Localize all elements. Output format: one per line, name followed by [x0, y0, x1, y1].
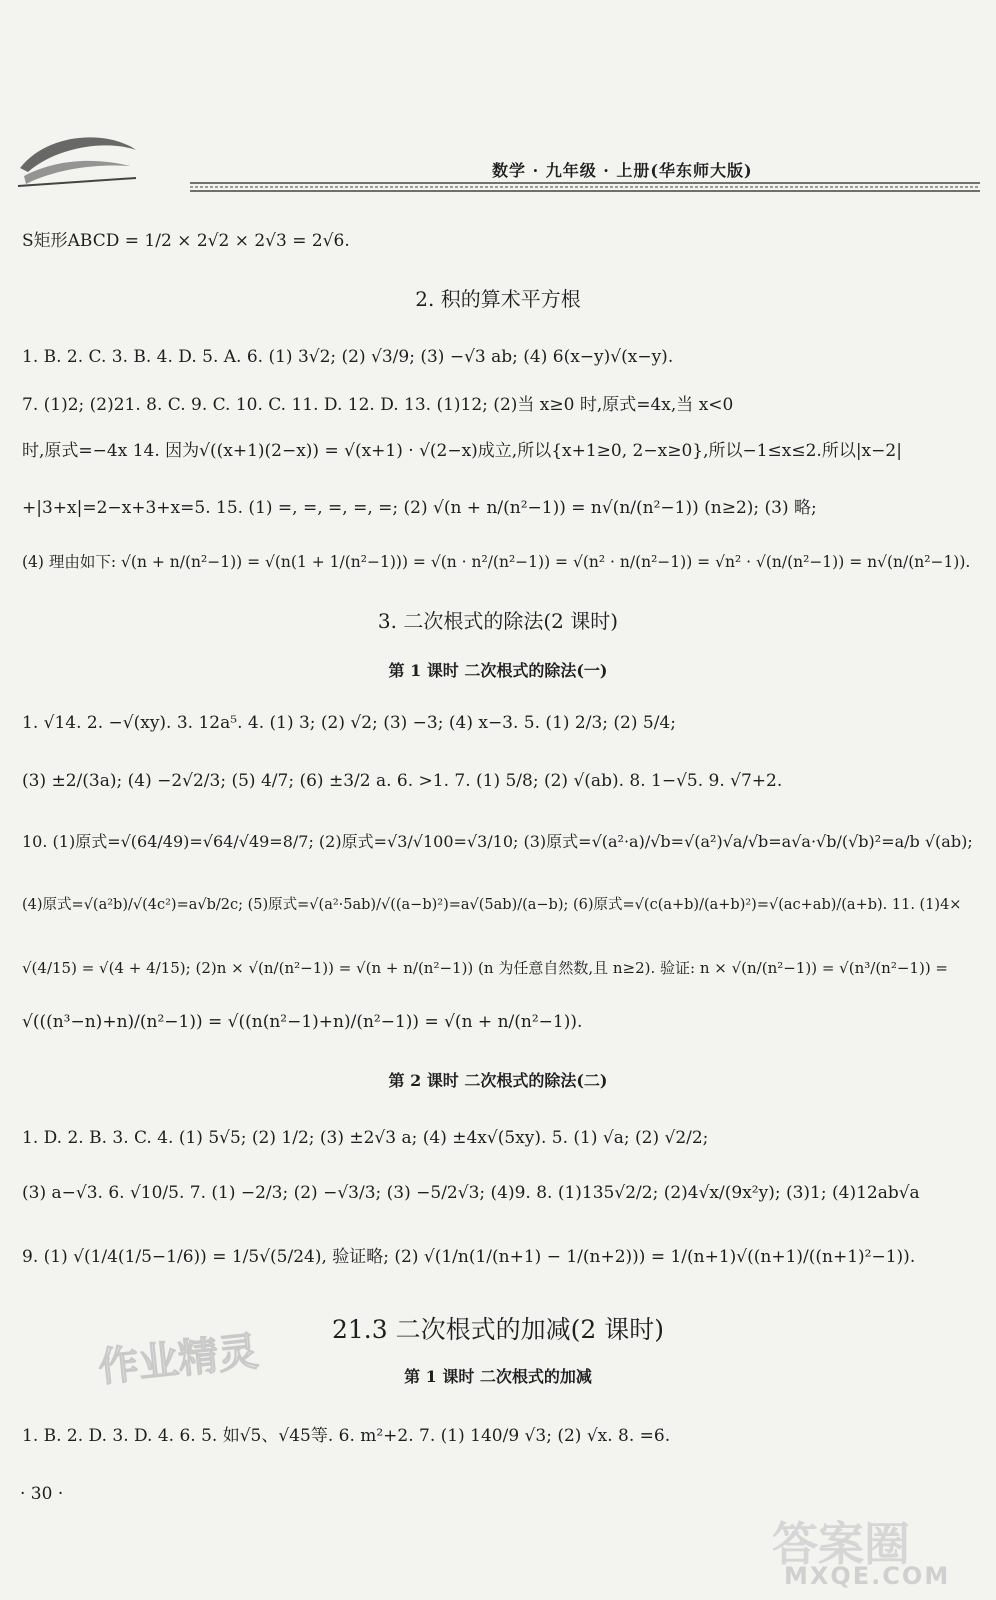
answer-line: 1. √14. 2. −√(xy). 3. 12a⁵. 4. (1) 3; (2) √2; (3) −3; (4) x−3. 5. (1) 2/3; (2) 5/4;: [22, 713, 676, 733]
answer-line: S矩形ABCD = 1/2 × 2√2 × 2√3 = 2√6.: [22, 231, 350, 251]
answer-line: √(((n³−n)+n)/(n²−1)) = √((n(n²−1)+n)/(n²−1)) = √(n + n/(n²−1)).: [22, 1012, 583, 1032]
answer-line: (3) ±2/(3a); (4) −2√2/3; (5) 4/7; (6) ±3/2 a. 6. >1. 7. (1) 5/8; (2) √(ab). 8. 1−√5. 9. √7+2.: [22, 771, 783, 791]
book-title: 数学 · 九年级 · 上册(华东师大版): [492, 161, 753, 180]
answer-line: 1. B. 2. C. 3. B. 4. D. 5. A. 6. (1) 3√2; (2) √3/9; (3) −√3 ab; (4) 6(x−y)√(x−y).: [22, 347, 674, 367]
page-number: · 30 ·: [20, 1484, 64, 1504]
answer-line: +|3+x|=2−x+3+x=5. 15. (1) =, =, =, =, =; (2) √(n + n/(n²−1)) = n√(n/(n²−1)) (n≥2); (3) 略;: [22, 498, 817, 518]
lesson-heading: 第 1 课时 二次根式的除法(一): [388, 661, 608, 680]
answer-line: √(4/15) = √(4 + 4/15); (2)n × √(n/(n²−1)) = √(n + n/(n²−1)) (n 为任意自然数,且 n≥2). 验证: n × √(n/(n²−1)) = √(n³/(n²−1)) =: [22, 959, 949, 977]
answer-line: (4) 理由如下: √(n + n/(n²−1)) = √(n(1 + 1/(n²−1))) = √(n · n²/(n²−1)) = √(n² · n/(n²−1)) = √n² · √(n/(n²−1)) = n√(n/(n²−1)).: [22, 553, 971, 571]
answer-line: 10. (1)原式=√(64/49)=√64/√49=8/7; (2)原式=√3/√100=√3/10; (3)原式=√(a²·a)/√b=√(a²)√a/√b=a√a·√b/(√b)²=a/b √(ab);: [22, 832, 973, 851]
answer-line: (3) a−√3. 6. √10/5. 7. (1) −2/3; (2) −√3/3; (3) −5/2√3; (4)9. 8. (1)135√2/2; (2)4√x/(9x²y); (3)1; (4)12ab√a: [22, 1183, 920, 1203]
answer-line: 时,原式=−4x 14. 因为√((x+1)(2−x)) = √(x+1) · √(2−x)成立,所以{x+1≥0, 2−x≥0},所以−1≤x≤2.所以|x−2|: [22, 441, 902, 461]
header-swoosh-decoration: [18, 128, 138, 190]
section-heading: 3. 二次根式的除法(2 课时): [377, 609, 619, 633]
answer-line: 9. (1) √(1/4(1/5−1/6)) = 1/5√(5/24), 验证略; (2) √(1/n(1/(n+1) − 1/(n+2))) = 1/(n+1)√((n+1)/((n+1)²−1)).: [22, 1247, 916, 1267]
chapter-heading: 21.3 二次根式的加减(2 课时): [332, 1315, 664, 1344]
header-rule: [190, 180, 980, 194]
watermark: MXQE.COM: [784, 1562, 951, 1590]
answer-line: 7. (1)2; (2)21. 8. C. 9. C. 10. C. 11. D. 12. D. 13. (1)12; (2)当 x≥0 时,原式=4x,当 x<0: [22, 395, 734, 415]
answer-line: (4)原式=√(a²b)/√(4c²)=a√b/2c; (5)原式=√(a²·5ab)/√((a−b)²)=a√(5ab)/(a−b); (6)原式=√(c(a+b)/(a+b)²)=√(ac+ab)/(a+b). 11. (1)4×: [22, 897, 962, 913]
lesson-heading: 第 1 课时 二次根式的加减: [404, 1367, 592, 1386]
lesson-heading: 第 2 课时 二次根式的除法(二): [388, 1071, 608, 1090]
watermark: 答案圈: [772, 1517, 910, 1571]
answer-line: 1. D. 2. B. 3. C. 4. (1) 5√5; (2) 1/2; (3) ±2√3 a; (4) ±4x√(5xy). 5. (1) √a; (2) √2/2;: [22, 1128, 709, 1148]
answer-line: 1. B. 2. D. 3. D. 4. 6. 5. 如√5、√45等. 6. m²+2. 7. (1) 140/9 √3; (2) √x. 8. =6.: [22, 1426, 671, 1446]
watermark: 作业精灵: [96, 1328, 261, 1392]
section-heading: 2. 积的算术平方根: [415, 287, 581, 311]
